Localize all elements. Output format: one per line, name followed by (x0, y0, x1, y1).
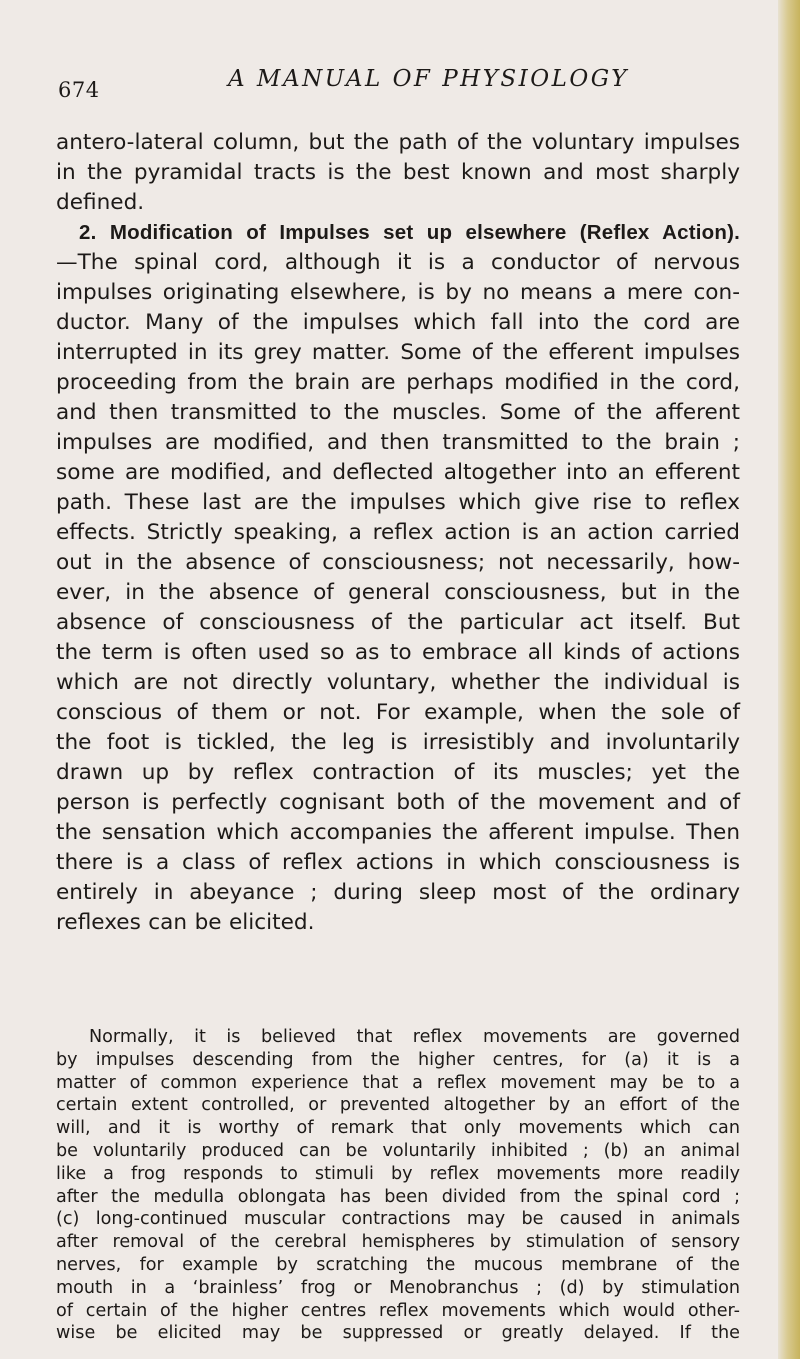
small-text-line: after removal of the cerebral hemispheres by stimulation of sensory (56, 1232, 740, 1253)
text-line: entirely in abeyance ; during sleep most of the ordinary (56, 880, 740, 905)
text-line: ever, in the absence of general consciousness, but in the (56, 580, 740, 605)
page-header (58, 66, 758, 106)
small-text-line: mouth in a ‘brainless’ frog or Menobranchus ; (d) by stimulation (56, 1277, 740, 1298)
small-text-line: certain extent controlled, or prevented altogether by an effort of the (56, 1095, 740, 1116)
text-line: impulses are modified, and then transmitted to the brain ; (56, 430, 740, 455)
text-line: path. These last are the impulses which give rise to reflex (56, 490, 740, 515)
text-line: person is perfectly cognisant both of the movement and of (56, 790, 740, 815)
small-text-line: will, and it is worthy of remark that only movements which can (56, 1118, 740, 1139)
small-text-line: by impulses descending from the higher centres, for (a) it is a (56, 1049, 740, 1070)
small-print-paragraph (56, 1026, 740, 1345)
text-line: the sensation which accompanies the afferent impulse. Then (56, 820, 740, 845)
small-text-line: be voluntarily produced can be voluntarily inhibited ; (b) an animal (56, 1140, 740, 1161)
page-edge (778, 0, 800, 1359)
text-line: defined. (56, 190, 145, 215)
text-line: some are modified, and deflected altogether into an efferent (56, 460, 740, 485)
text-line: reflexes can be elicited. (56, 910, 315, 935)
text-line: interrupted in its grey matter. Some of the efferent impulses (56, 340, 740, 365)
text-line: and then transmitted to the muscles. Some of the afferent (56, 400, 740, 425)
text-line: proceeding from the brain are perhaps modified in the cord, (56, 370, 740, 395)
small-text-line: matter of common experience that a reflex movement may be to a (56, 1072, 740, 1093)
text-line: the foot is tickled, the leg is irresistibly and involuntarily (56, 730, 740, 755)
text-line: absence of consciousness of the particular act itself. But (56, 610, 740, 635)
text-line: in the pyramidal tracts is the best known and most sharply (56, 160, 740, 185)
small-text-line: after the medulla oblongata has been divided from the spinal cord ; (56, 1186, 740, 1207)
main-text (56, 128, 740, 938)
text-line: impulses originating elsewhere, is by no means a mere con- (56, 280, 740, 305)
text-line: effects. Strictly speaking, a reflex action is an action carried (56, 520, 740, 545)
text-line: ductor. Many of the impulses which fall into the cord are (56, 310, 740, 335)
small-text-line: of certain of the higher centres reflex movements which would other- (56, 1300, 740, 1321)
text-line: there is a class of reflex actions in which consciousness is (56, 850, 740, 875)
text-line: —The spinal cord, although it is a conductor of nervous (56, 250, 740, 275)
page-number: 674 (58, 78, 100, 102)
text-line: drawn up by reflex contraction of its muscles; yet the (56, 760, 740, 785)
text-line: which are not directly voluntary, whether the individual is (56, 670, 740, 695)
small-text-line: (c) long-continued muscular contractions may be caused in animals (56, 1209, 740, 1230)
small-text-line: like a frog responds to stimuli by reflex movements more readily (56, 1163, 740, 1184)
small-text-line: wise be elicited may be suppressed or greatly delayed. If the (56, 1323, 740, 1344)
text-line: antero-lateral column, but the path of the voluntary impulses (56, 130, 740, 155)
text-line: out in the absence of consciousness; not necessarily, how- (56, 550, 740, 575)
section-heading: 2. Modification of Impulses set up elsewhere (Reflex Action). (79, 221, 740, 244)
small-text-line: Normally, it is believed that reflex movements are governed (89, 1027, 740, 1047)
text-line: conscious of them or not. For example, when the sole of (56, 700, 740, 725)
text-line: the term is often used so as to embrace all kinds of actions (56, 640, 740, 665)
running-title: A MANUAL OF PHYSIOLOGY (228, 66, 629, 92)
small-text-line: nerves, for example by scratching the mucous membrane of the (56, 1254, 740, 1275)
